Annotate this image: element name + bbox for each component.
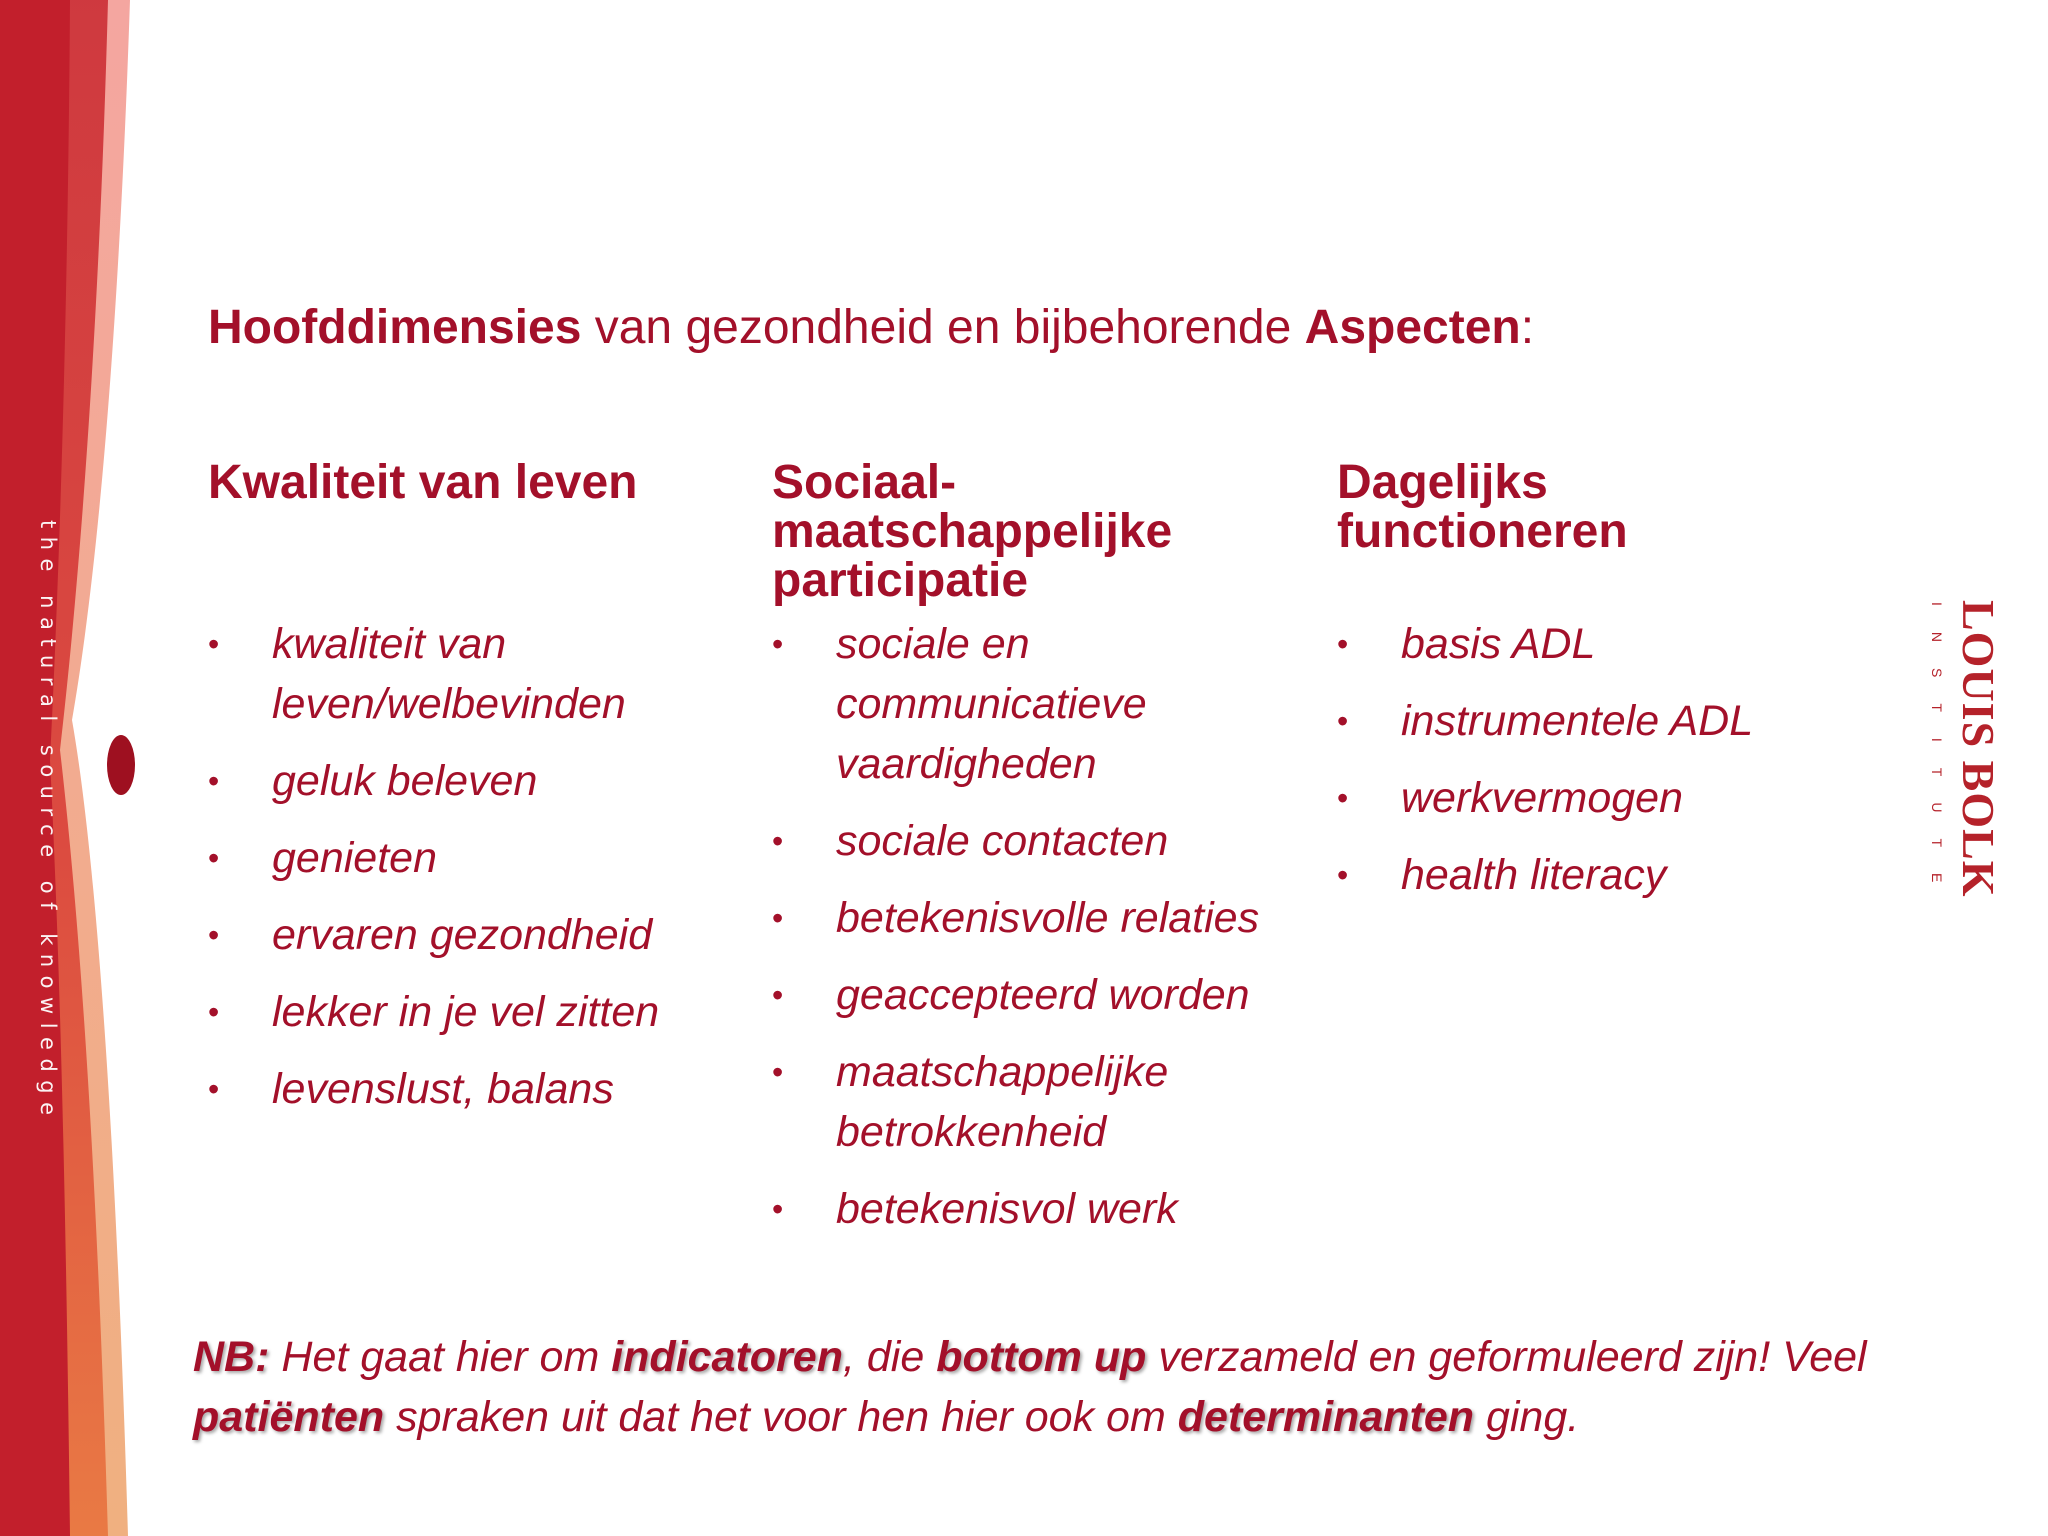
note-text: ging. (1474, 1393, 1580, 1441)
column-heading: Kwaliteit van leven (208, 456, 638, 509)
list-item (1337, 614, 1857, 674)
title-text-1: van gezondheid en bijbehorende (581, 301, 1305, 354)
list-item-text: lekker in je vel zitten (272, 988, 660, 1036)
list-item-text: geluk beleven (272, 757, 538, 805)
aspect-list (1337, 614, 1857, 905)
list-item-text: instrumentele ADL (1401, 697, 1754, 745)
column-heading: Sociaal-maatschappelijke participatie (772, 456, 1173, 607)
list-item (772, 811, 1332, 871)
bullet-icon: • (772, 823, 784, 859)
bullet-icon: • (772, 626, 784, 662)
tagline: the natural source of knowledge (36, 520, 60, 1124)
aspect-list (772, 614, 1332, 1239)
list-item-text: geaccepteerd worden (836, 971, 1250, 1019)
band-dot-icon (107, 735, 135, 795)
list-item-text: betekenisvol werk (836, 1185, 1178, 1233)
list-item (208, 751, 768, 811)
list-item-text: basis ADL (1401, 620, 1596, 668)
note-nb: NB: (193, 1333, 270, 1381)
note-text: spraken uit dat het voor hen hier ook om (384, 1393, 1178, 1441)
list-item (208, 614, 768, 734)
note-patienten: patiënten (193, 1393, 385, 1441)
list-item (772, 965, 1332, 1025)
logo-name: LOUIS BOLK (1953, 600, 2004, 898)
bullet-icon: • (1337, 703, 1349, 739)
list-item-text: levenslust, balans (272, 1065, 614, 1113)
title-text-2: : (1520, 301, 1535, 354)
note-text: , die (842, 1333, 937, 1381)
list-item-text: health literacy (1401, 851, 1667, 899)
bullet-icon: • (772, 977, 784, 1013)
bullet-icon: • (1337, 857, 1349, 893)
list-item (772, 888, 1332, 948)
bullet-icon: • (208, 840, 220, 876)
list-item-text: sociale en communicatieve vaardigheden (836, 620, 1147, 788)
list-item-text: genieten (272, 834, 437, 882)
page-title (208, 300, 1534, 355)
logo-subtitle: INSTITUTE (1929, 602, 1945, 909)
bullet-icon: • (208, 1071, 220, 1107)
note-text: verzameld en geformuleerd zijn! Veel (1146, 1333, 1867, 1381)
bullet-icon: • (1337, 780, 1349, 816)
list-item (208, 982, 768, 1042)
bullet-icon: • (772, 1191, 784, 1227)
note-determinanten: determinanten (1177, 1393, 1474, 1441)
list-item-text: sociale contacten (836, 817, 1169, 865)
column-heading: Dagelijks functioneren (1337, 456, 1628, 558)
column-dagelijks-functioneren (1337, 458, 1857, 922)
bullet-icon: • (208, 917, 220, 953)
nb-note (193, 1327, 1913, 1447)
note-bottom-up: bottom up (936, 1333, 1147, 1381)
list-item (772, 1179, 1332, 1239)
list-item (772, 614, 1332, 794)
bullet-icon: • (772, 1054, 784, 1090)
bullet-icon: • (1337, 626, 1349, 662)
louis-bolk-logo (1925, 600, 2005, 930)
list-item-text: maatschappelijke betrokkenheid (836, 1048, 1169, 1156)
list-item (208, 905, 768, 965)
aspect-list (208, 614, 768, 1119)
list-item-text: ervaren gezondheid (272, 911, 653, 959)
note-text: Het gaat hier om (269, 1333, 612, 1381)
title-strong-1: Hoofddimensies (208, 301, 582, 354)
bullet-icon: • (772, 900, 784, 936)
list-item (208, 828, 768, 888)
list-item (1337, 845, 1857, 905)
column-kwaliteit-van-leven (208, 458, 768, 1136)
bullet-icon: • (208, 626, 220, 662)
title-strong-2: Aspecten (1304, 301, 1521, 354)
list-item (1337, 768, 1857, 828)
bullet-icon: • (208, 763, 220, 799)
column-sociaal-maatschappelijke-participatie (772, 458, 1332, 1256)
list-item (1337, 691, 1857, 751)
bullet-icon: • (208, 994, 220, 1030)
list-item-text: kwaliteit van leven/welbevinden (272, 620, 626, 728)
list-item-text: betekenisvolle relaties (836, 894, 1260, 942)
note-indicatoren: indicatoren (611, 1333, 843, 1381)
list-item-text: werkvermogen (1401, 774, 1683, 822)
list-item (208, 1059, 768, 1119)
list-item (772, 1042, 1332, 1162)
